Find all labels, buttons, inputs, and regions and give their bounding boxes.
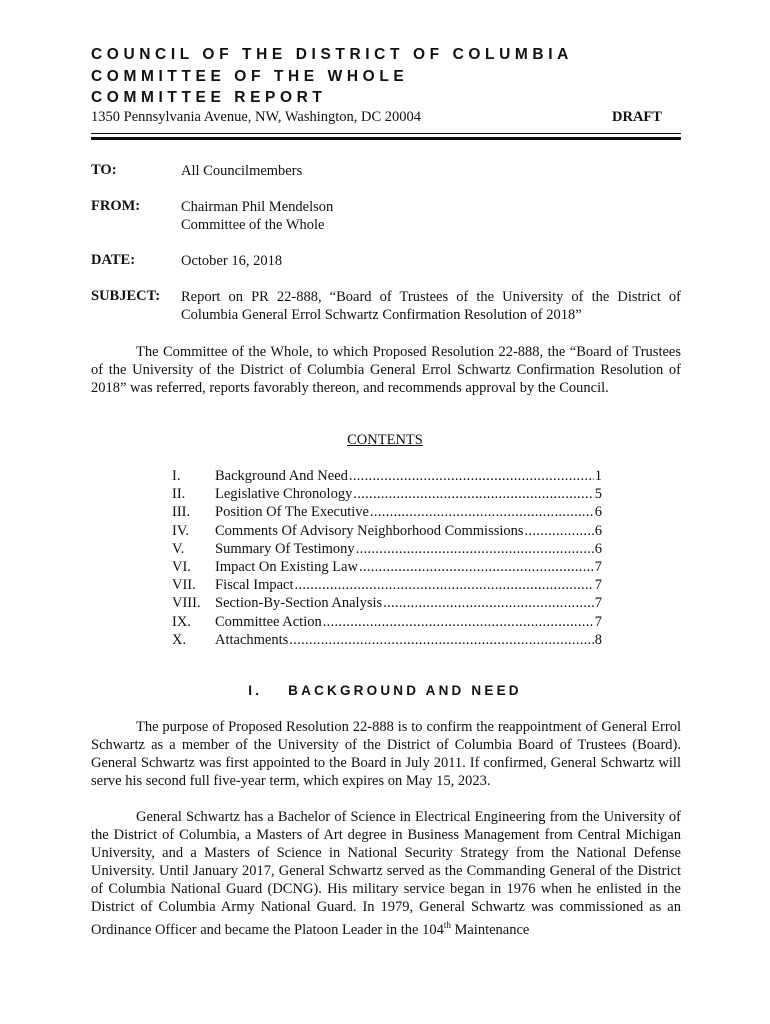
toc-entry-page: 6 (594, 540, 602, 557)
toc-leader-dots (295, 577, 594, 594)
toc-entry-title: Attachments (215, 631, 289, 648)
background-paragraph-2 (91, 808, 681, 939)
council-address: 1350 Pennsylvania Avenue, NW, Washington, DC 20004 (91, 109, 422, 125)
memo-date-label: DATE: (91, 252, 136, 268)
toc-entry (172, 523, 602, 541)
memo-to-value (181, 162, 302, 180)
toc-entry-title: Background And Need (215, 468, 348, 484)
toc-entry (172, 595, 602, 613)
table-of-contents (172, 468, 602, 650)
draft-label: DRAFT (612, 109, 662, 125)
toc-entry-page: 8 (594, 631, 602, 648)
intro-paragraph: The Committee of the Whole, to which Proposed Resolution 22-888, the “Board of Trustees of the University of the District of Columbia General Errol Schwartz Confirmation Resolution of 2018” was referred, reports favorably thereon, and recommends approval by the Council. (91, 344, 681, 396)
toc-entry (172, 559, 602, 577)
toc-entry (172, 504, 602, 522)
toc-leader-dots (370, 504, 594, 521)
toc-entry-title: Fiscal Impact (215, 577, 294, 594)
memo-to-label: TO: (91, 162, 117, 178)
toc-entry-title: Legislative Chronology (215, 486, 353, 503)
toc-entry-number: X. (172, 631, 187, 648)
toc-leader-dots (383, 595, 594, 612)
section-number: I. (248, 683, 263, 698)
background-paragraph-2-text: General Schwartz has a Bachelor of Science in Electrical Engineering from the University of the District of Columbia, a Masters of Art degree in Business Management from Central Michigan University, and a Masters of Science in National Security Strategy from the National Defense University. Until January 2017, General Schwartz served as the Commanding General of the District of Columbia National Guard (DCNG). His military service began in 1976 when he enlisted in the District of Columbia Army National Guard. In 1979, General Schwartz was commissioned as an Ordinance Officer and became the Platoon Leader in the 104 (91, 809, 681, 938)
memo-from-value (181, 198, 333, 234)
committee-title: COMMITTEE OF THE WHOLE (91, 68, 409, 85)
ordinal-suffix: th (443, 920, 451, 930)
toc-entry-number: III. (172, 504, 191, 521)
toc-entry-page: 7 (594, 595, 602, 612)
memo-subject-value: Report on PR 22-888, “Board of Trustees of the University of the District of Columbia General Errol Schwartz Confirmation Resolution of 2018” (181, 289, 681, 323)
toc-entry-number: IV. (172, 522, 190, 539)
header-rule-thick (91, 137, 681, 140)
toc-entry-title: Committee Action (215, 613, 322, 630)
section-heading-background (0, 683, 770, 698)
memo-from-line2: Committee of the Whole (181, 217, 325, 233)
council-title: COUNCIL OF THE DISTRICT OF COLUMBIA (91, 46, 573, 63)
toc-entry-number: VI. (172, 558, 191, 575)
toc-entry-page: 7 (594, 577, 602, 594)
memo-subject-label: SUBJECT: (91, 288, 161, 304)
header-rule-thin (91, 133, 681, 134)
toc-entry (172, 486, 602, 504)
memo-date-text: October 16, 2018 (181, 253, 283, 269)
toc-entry-number: IX. (172, 613, 191, 630)
toc-entry-title: Comments Of Advisory Neighborhood Commissions (215, 522, 524, 539)
toc-leader-dots (349, 468, 594, 485)
toc-entry (172, 577, 602, 595)
toc-entry-page: 7 (594, 613, 602, 630)
toc-entry-number: VIII. (172, 595, 201, 612)
toc-entry-title: Section-By-Section Analysis (215, 595, 383, 612)
toc-entry-page: 6 (594, 522, 602, 539)
background-paragraph-1: The purpose of Proposed Resolution 22-888 is to confirm the reappointment of General Errol Schwartz as a member of the University of the District of Columbia Board of Trustees (Board). General Schwartz was first appointed to the Board in July 2011. If confirmed, General Schwartz will serve his second full five-year term, which expires on May 15, 2023. (91, 719, 681, 789)
toc-entry-page: 7 (594, 558, 602, 575)
contents-heading: CONTENTS (347, 432, 423, 448)
toc-entry-title: Impact On Existing Law (215, 558, 358, 575)
memo-from-line1: Chairman Phil Mendelson (181, 199, 334, 215)
toc-entry (172, 541, 602, 559)
toc-leader-dots (323, 614, 594, 631)
memo-from-label: FROM: (91, 198, 141, 214)
toc-entry (172, 614, 602, 632)
toc-leader-dots (356, 541, 594, 558)
section-title: BACKGROUND AND NEED (288, 683, 522, 698)
toc-entry-number: V. (172, 540, 185, 557)
toc-entry-title: Summary Of Testimony (215, 540, 355, 557)
toc-leader-dots (353, 486, 593, 503)
toc-entry-number: II. (172, 486, 186, 503)
memo-date-value (181, 252, 282, 270)
toc-entry-title: Position Of The Executive (215, 504, 369, 521)
toc-leader-dots (359, 559, 594, 576)
memo-to-text: All Councilmembers (181, 163, 303, 179)
toc-entry-page: 6 (594, 504, 602, 521)
toc-entry-page: 5 (594, 486, 602, 503)
report-type-title: COMMITTEE REPORT (91, 89, 327, 106)
toc-entry-number: VII. (172, 577, 196, 594)
toc-entry-page: 1 (594, 468, 602, 484)
background-paragraph-2-tail: Maintenance (450, 921, 530, 938)
toc-leader-dots (289, 632, 593, 649)
toc-leader-dots (525, 523, 594, 540)
toc-entry (172, 632, 602, 650)
toc-entry (172, 468, 602, 486)
toc-entry-number: I. (172, 468, 181, 484)
